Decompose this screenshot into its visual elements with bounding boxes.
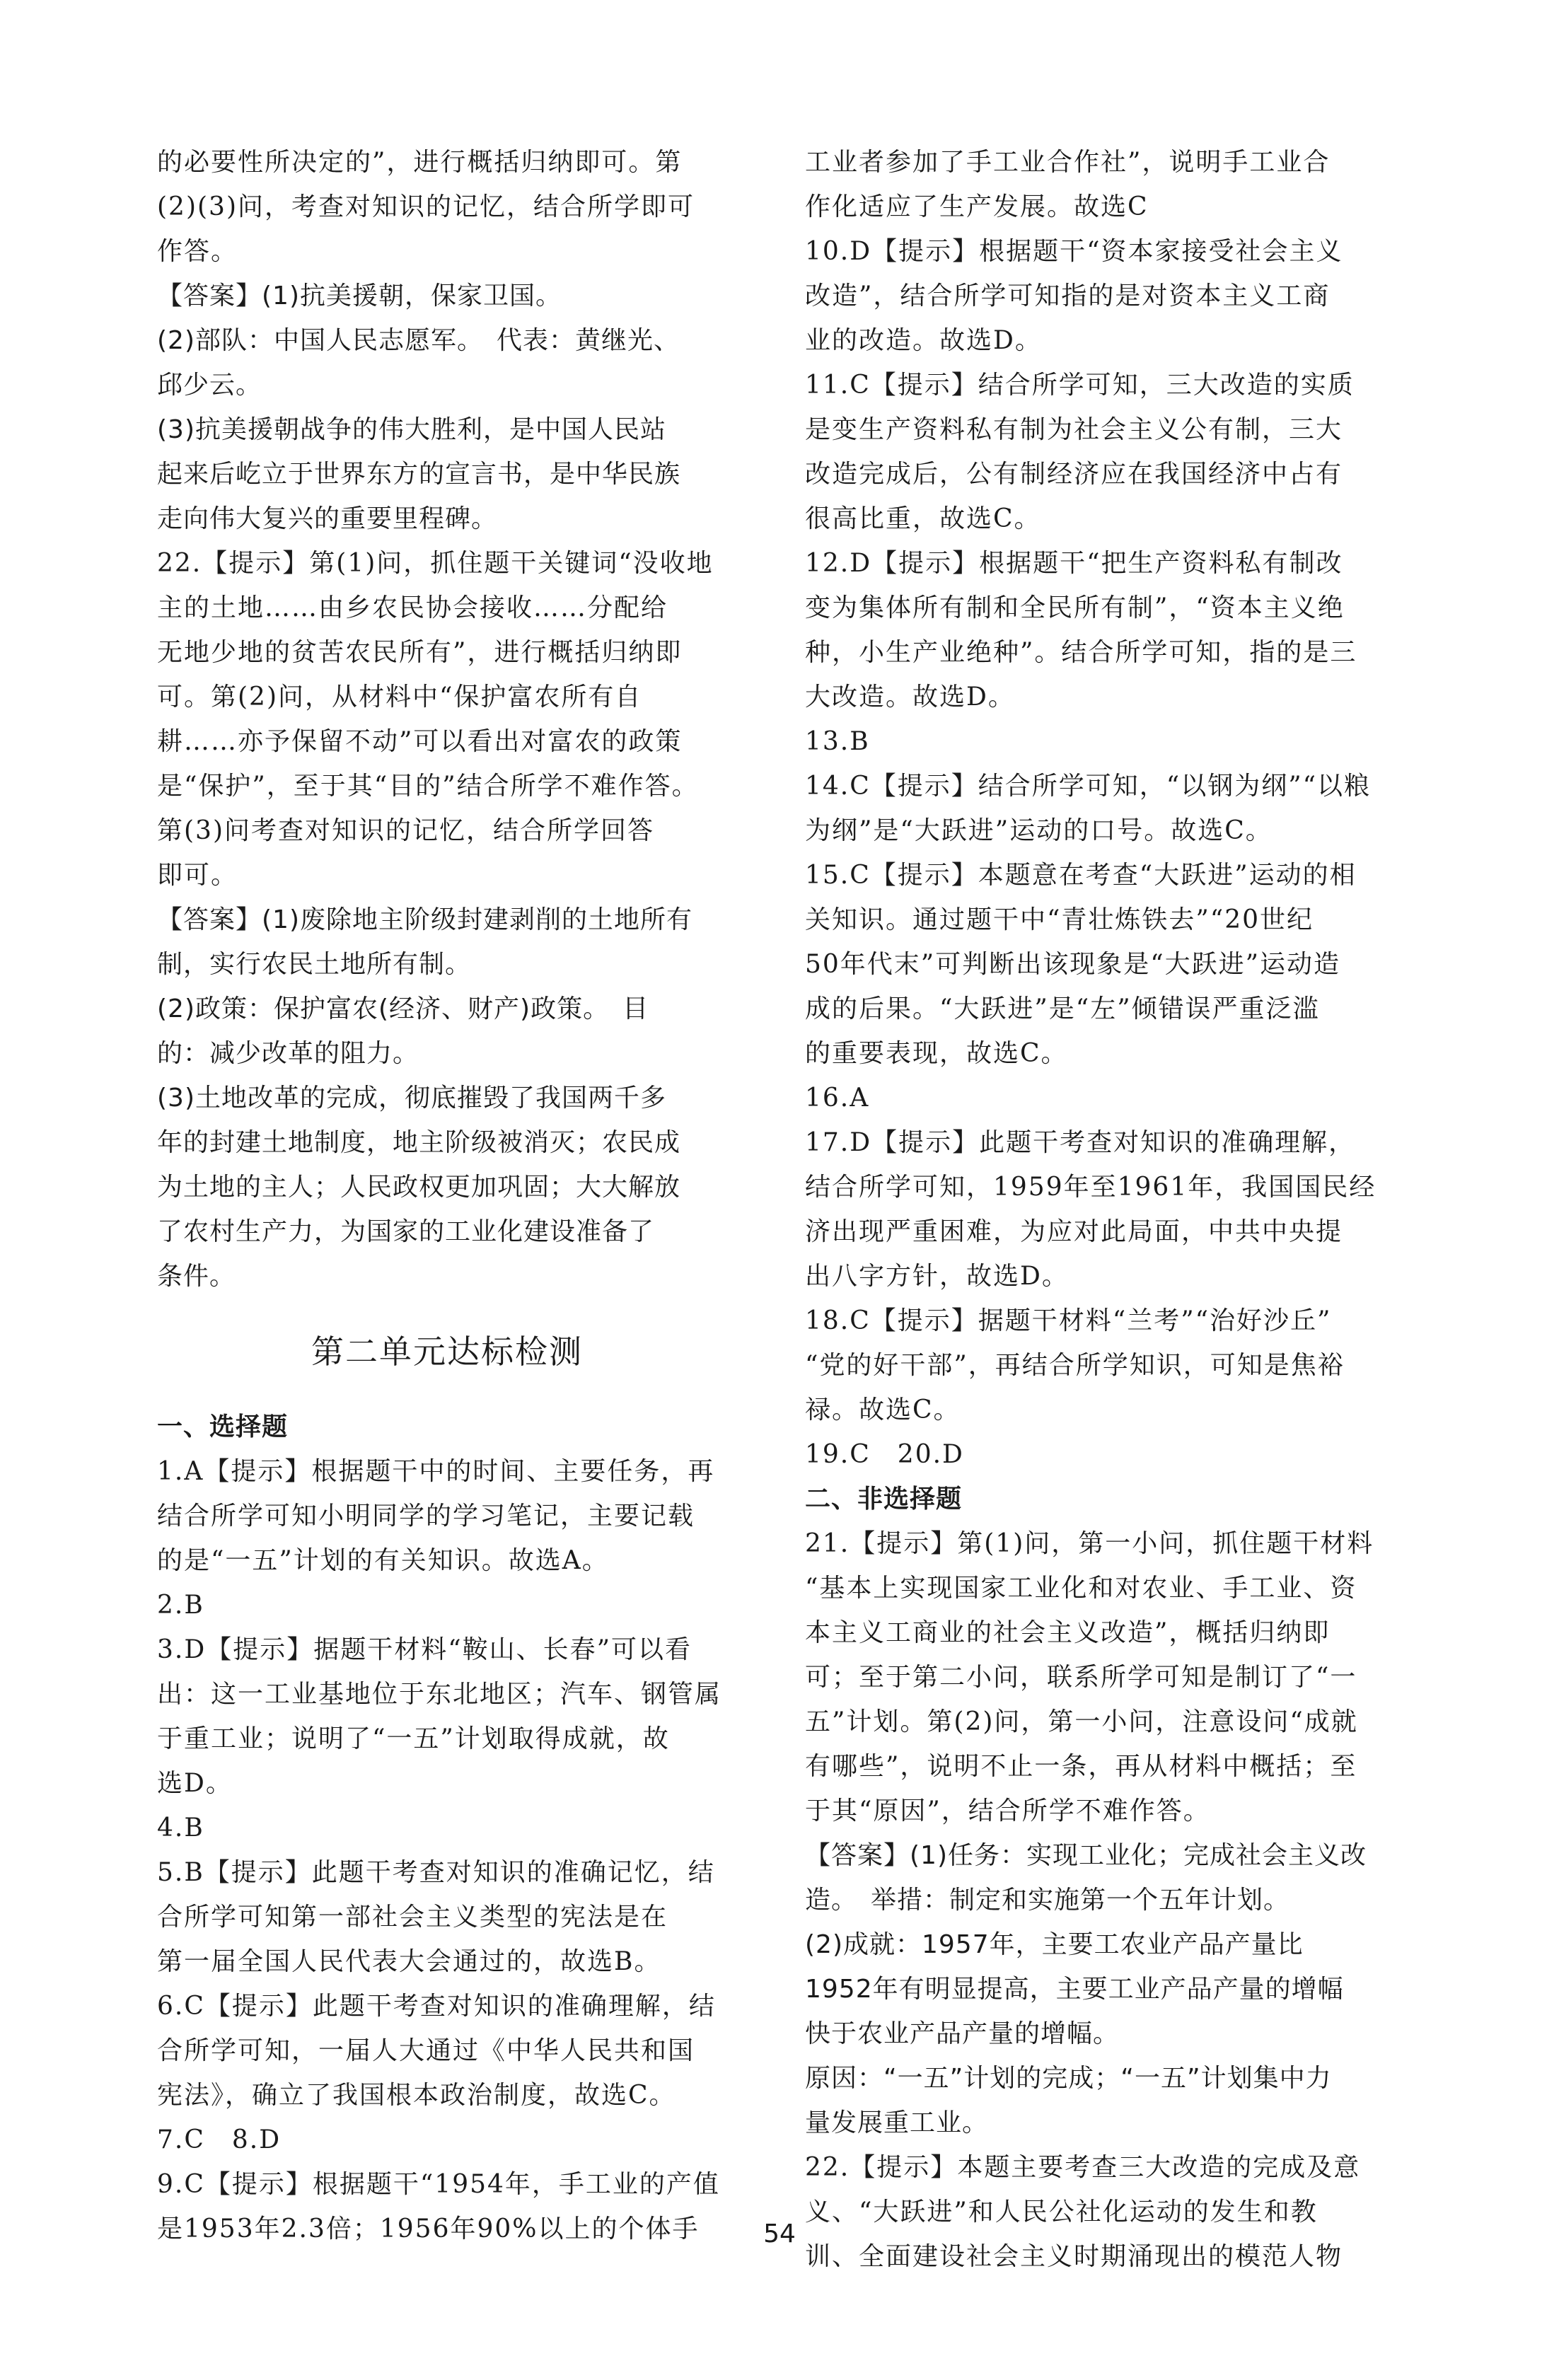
text-line: 4.B <box>157 1813 204 1842</box>
text-line: 【答案】(1)任务：实现工业化；完成社会主义改 <box>805 1841 1367 1870</box>
left-column-text-a <box>157 140 737 1299</box>
text-line: 9.C【提示】根据题干“1954年，手工业的产值 <box>157 2170 720 2199</box>
text-line: 的重要表现，故选C。 <box>805 1039 1068 1068</box>
text-line: 是变生产资料私有制为社会主义公有制，三大 <box>805 415 1343 444</box>
text-line: 量发展重工业。 <box>805 2108 989 2137</box>
text-line: 条件。 <box>157 1262 236 1291</box>
text-line: 有哪些”，说明不止一条，再从材料中概括；至 <box>805 1752 1357 1781</box>
right-column <box>805 140 1392 2279</box>
text-line: 年的封建土地制度，地主阶级被消灭；农民成 <box>157 1128 681 1157</box>
text-line: (2)政策：保护富农(经济、财产)政策。 目 <box>157 994 649 1023</box>
text-line: 7.C 8.D <box>157 2125 282 2154</box>
text-line: 的必要性所决定的”，进行概括归纳即可。第 <box>157 148 683 177</box>
text-line: 了农村生产力，为国家的工业化建设准备了 <box>157 1217 655 1246</box>
text-line: 无地少地的贫苦农民所有”，进行概括归纳即 <box>157 638 683 667</box>
text-line: 结合所学可知小明同学的学习笔记，主要记载 <box>157 1502 695 1531</box>
text-line: 1952年有明显提高，主要工业产品产量的增幅 <box>805 1975 1344 2004</box>
text-line: 耕……亦予保留不动”可以看出对富农的政策 <box>157 727 683 756</box>
text-line: 13.B <box>805 727 870 756</box>
text-line: 16.A <box>805 1084 870 1113</box>
text-line: 6.C【提示】此题干考查对知识的准确理解，结 <box>157 1992 716 2021</box>
text-line: (3)土地改革的完成，彻底摧毁了我国两千多 <box>157 1084 666 1113</box>
text-line: 17.D【提示】此题干考查对知识的准确理解， <box>805 1128 1356 1157</box>
text-line: 主的土地……由乡农民协会接收……分配给 <box>157 593 668 622</box>
text-line: (2)成就：1957年，主要工农业产品产量比 <box>805 1930 1304 1959</box>
text-line: 21.【提示】第(1)问，第一小问，抓住题干材料 <box>805 1529 1374 1558</box>
text-line: 很高比重，故选C。 <box>805 504 1041 533</box>
text-line: 选D。 <box>157 1769 233 1798</box>
text-line: 出八字方针，故选D。 <box>805 1262 1069 1291</box>
text-line: 19.C 20.D <box>805 1440 964 1469</box>
text-line: 改造完成后，公有制经济应在我国经济中占有 <box>805 460 1343 489</box>
text-line: 第一届全国人民代表大会通过的，故选B。 <box>157 1947 661 1976</box>
text-line: 大改造。故选D。 <box>805 683 1015 712</box>
text-line: 【答案】(1)废除地主阶级封建剥削的土地所有 <box>157 905 692 934</box>
text-line: 18.C【提示】据题干材料“兰考”“治好沙丘” <box>805 1306 1332 1335</box>
text-line: 是“保护”，至于其“目的”结合所学不难作答。 <box>157 772 699 801</box>
text-line: 为土地的主人；人民政权更加巩固；大大解放 <box>157 1173 681 1202</box>
text-line: (2)部队：中国人民志愿军。 代表：黄继光、 <box>157 326 680 355</box>
text-line: 3.D【提示】据题干材料“鞍山、长春”可以看 <box>157 1635 692 1664</box>
text-line: 的：减少改革的阻力。 <box>157 1039 419 1068</box>
text-line: 第(3)问考查对知识的记忆，结合所学回答 <box>157 816 654 845</box>
left-column-text-b <box>157 1405 737 2251</box>
text-line: 12.D【提示】根据题干“把生产资料私有制改 <box>805 549 1343 578</box>
text-line: 邱少云。 <box>157 371 262 400</box>
text-line: 于其“原因”，结合所学不难作答。 <box>805 1796 1210 1825</box>
text-line: 5.B【提示】此题干考查对知识的准确记忆，结 <box>157 1858 715 1887</box>
text-line: 宪法》，确立了我国根本政治制度，故选C。 <box>157 2081 676 2110</box>
page-number: 54 <box>763 2219 796 2248</box>
text-line: 15.C【提示】本题意在考查“大跃进”运动的相 <box>805 861 1357 890</box>
text-line: 原因：“一五”计划的完成；“一五”计划集中力 <box>805 2064 1332 2093</box>
text-line: 禄。故选C。 <box>805 1395 961 1424</box>
text-line: 作答。 <box>157 237 238 266</box>
text-line: 走向伟大复兴的重要里程碑。 <box>157 504 498 533</box>
text-line: 作化适应了生产发展。故选C <box>805 192 1149 221</box>
text-line: 50年代末”可判断出该现象是“大跃进”运动造 <box>805 950 1341 979</box>
text-line: 14.C【提示】结合所学可知，“以钢为纲”“以粮 <box>805 772 1372 801</box>
text-line: 成的后果。“大跃进”是“左”倾错误严重泛滥 <box>805 994 1320 1023</box>
text-line: 业的改造。故选D。 <box>805 326 1042 355</box>
text-line: 是1953年2.3倍；1956年90%以上的个体手 <box>157 2214 700 2243</box>
text-line: 改造”，结合所学可知指的是对资本主义工商 <box>805 281 1331 310</box>
text-line: 一、选择题 <box>157 1412 289 1441</box>
text-line: 快于农业产品产量的增幅。 <box>805 2019 1120 2048</box>
text-line: “基本上实现国家工业化和对农业、手工业、资 <box>805 1574 1357 1603</box>
text-line: 于重工业；说明了“一五”计划取得成就，故 <box>157 1724 670 1753</box>
text-line: 11.C【提示】结合所学可知，三大改造的实质 <box>805 371 1355 400</box>
text-line: 出：这一工业基地位于东北地区；汽车、钢管属 <box>157 1680 722 1709</box>
text-line: 【答案】(1)抗美援朝，保家卫国。 <box>157 281 562 310</box>
text-line: 起来后屹立于世界东方的宣言书，是中华民族 <box>157 460 681 489</box>
text-line: (2)(3)问，考查对知识的记忆，结合所学即可 <box>157 192 695 221</box>
text-line: 22.【提示】本题主要考查三大改造的完成及意 <box>805 2153 1361 2182</box>
text-line: 工业者参加了手工业合作社”，说明手工业合 <box>805 148 1331 177</box>
text-line: 的是“一五”计划的有关知识。故选A。 <box>157 1546 609 1575</box>
text-line: 关知识。通过题干中“青壮炼铁去”“20世纪 <box>805 905 1314 934</box>
text-line: 本主义工商业的社会主义改造”，概括归纳即 <box>805 1618 1331 1647</box>
section-title: 第二单元达标检测 <box>311 1333 583 1371</box>
text-line: 训、全面建设社会主义时期涌现出的模范人物 <box>805 2242 1343 2271</box>
text-line: 造。 举措：制定和实施第一个五年计划。 <box>805 1886 1290 1915</box>
text-line: 种，小生产业绝种”。结合所学可知，指的是三 <box>805 638 1357 667</box>
text-line: 即可。 <box>157 861 238 890</box>
left-column <box>157 140 737 2251</box>
text-line: 变为集体所有制和全民所有制”，“资本主义绝 <box>805 593 1345 622</box>
text-line: “党的好干部”，再结合所学知识，可知是焦裕 <box>805 1351 1345 1380</box>
text-line: 可；至于第二小问，联系所学可知是制订了“一 <box>805 1663 1357 1692</box>
text-line: 可。第(2)问，从材料中“保护富农所有自 <box>157 683 642 712</box>
text-line: 为纲”是“大跃进”运动的口号。故选C。 <box>805 816 1273 845</box>
text-line: 二、非选择题 <box>805 1485 963 1514</box>
text-line: 制，实行农民土地所有制。 <box>157 950 472 979</box>
text-line: 22.【提示】第(1)问，抓住题干关键词“没收地 <box>157 549 714 578</box>
text-line: 济出现严重困难，为应对此局面，中共中央提 <box>805 1217 1343 1246</box>
text-line: 结合所学可知，1959年至1961年，我国国民经 <box>805 1173 1377 1202</box>
text-line: (3)抗美援朝战争的伟大胜利，是中国人民站 <box>157 415 666 444</box>
text-line: 合所学可知，一届人大通过《中华人民共和国 <box>157 2036 695 2065</box>
text-line: 10.D【提示】根据题干“资本家接受社会主义 <box>805 237 1343 266</box>
text-line: 2.B <box>157 1591 204 1620</box>
text-line: 五”计划。第(2)问，第一小问，注意设问“成就 <box>805 1707 1358 1736</box>
text-line: 义、“大跃进”和人民公社化运动的发生和教 <box>805 2198 1318 2227</box>
text-line: 1.A【提示】根据题干中的时间、主要任务，再 <box>157 1457 715 1486</box>
text-line: 合所学可知第一部社会主义类型的宪法是在 <box>157 1903 668 1932</box>
